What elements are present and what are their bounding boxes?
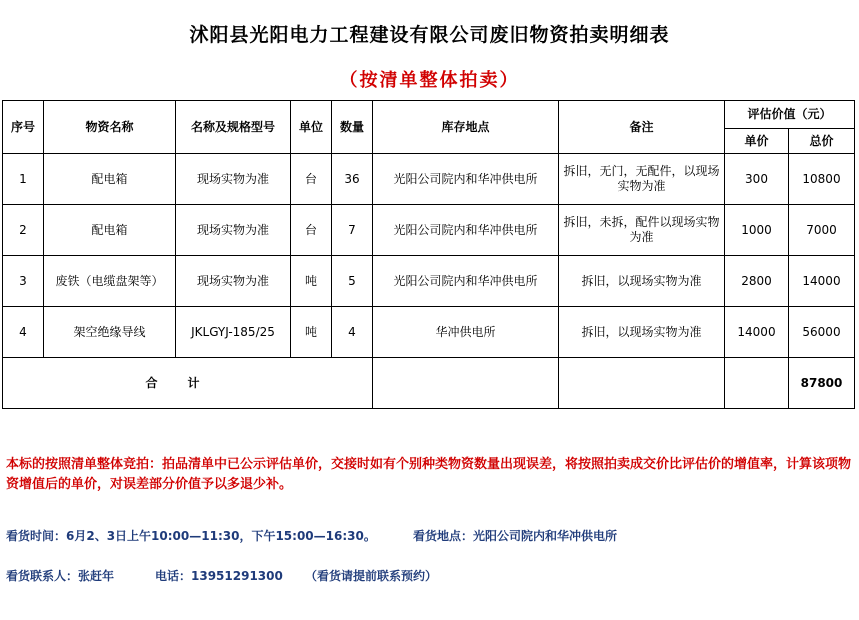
table-row: [3, 256, 855, 307]
col-header-total-price: 总价: [789, 129, 855, 154]
col-header-qty: 数量: [332, 101, 373, 154]
cell-name: 架空绝缘导线: [44, 307, 176, 358]
col-header-seq: 序号: [3, 101, 44, 154]
col-header-valuation: 评估价值（元）: [725, 101, 855, 129]
cell-seq: 2: [3, 205, 44, 256]
cell-total-price: 56000: [789, 307, 855, 358]
page-title: 沭阳县光阳电力工程建设有限公司废旧物资拍卖明细表: [189, 24, 670, 46]
cell-location: 华冲供电所: [373, 307, 559, 358]
cell-empty: [373, 358, 559, 409]
cell-unit-price: 2800: [725, 256, 789, 307]
cell-spec: 现场实物为准: [176, 154, 291, 205]
contact-person: 看货联系人：张赶年: [6, 569, 115, 583]
col-header-unit: 单位: [291, 101, 332, 154]
cell-seq: 1: [3, 154, 44, 205]
cell-location: 光阳公司院内和华冲供电所: [373, 256, 559, 307]
cell-qty: 7: [332, 205, 373, 256]
cell-unit: 台: [291, 154, 332, 205]
cell-name: 配电箱: [44, 205, 176, 256]
cell-remark: 拆旧，无门，无配件，以现场实物为准: [559, 154, 725, 205]
cell-spec: 现场实物为准: [176, 256, 291, 307]
col-header-name: 物资名称: [44, 101, 176, 154]
col-header-spec: 名称及规格型号: [176, 101, 291, 154]
cell-unit: 吨: [291, 256, 332, 307]
page-subtitle: （按清单整体拍卖）: [339, 70, 520, 91]
cell-qty: 4: [332, 307, 373, 358]
viewing-place: 看货地点：光阳公司院内和华冲供电所: [413, 529, 618, 543]
cell-unit-price: 300: [725, 154, 789, 205]
cell-remark: 拆旧，以现场实物为准: [559, 256, 725, 307]
total-label: 合计: [3, 358, 373, 409]
cell-empty: [725, 358, 789, 409]
cell-total-price: 14000: [789, 256, 855, 307]
cell-unit: 台: [291, 205, 332, 256]
cell-seq: 3: [3, 256, 44, 307]
cell-total-price: 10800: [789, 154, 855, 205]
cell-remark: 拆旧，未拆，配件以现场实物为准: [559, 205, 725, 256]
cell-empty: [559, 358, 725, 409]
cell-unit-price: 14000: [725, 307, 789, 358]
cell-qty: 36: [332, 154, 373, 205]
cell-name: 废铁（电缆盘架等）: [44, 256, 176, 307]
viewing-time: 看货时间：6月2、3日上午10:00—11:30，下午15:00—16:30。: [6, 529, 376, 543]
cell-location: 光阳公司院内和华冲供电所: [373, 154, 559, 205]
table-header-row: [3, 101, 855, 129]
cell-remark: 拆旧，以现场实物为准: [559, 307, 725, 358]
cell-qty: 5: [332, 256, 373, 307]
appointment-note: （看货请提前联系预约）: [305, 569, 438, 583]
grand-total: 87800: [789, 358, 855, 409]
cell-unit-price: 1000: [725, 205, 789, 256]
col-header-unit-price: 单价: [725, 129, 789, 154]
table-row: [3, 154, 855, 205]
cell-unit: 吨: [291, 307, 332, 358]
cell-name: 配电箱: [44, 154, 176, 205]
cell-seq: 4: [3, 307, 44, 358]
cell-spec: JKLGYJ-185/25: [176, 307, 291, 358]
cell-total-price: 7000: [789, 205, 855, 256]
table-total-row: [3, 358, 855, 409]
cell-spec: 现场实物为准: [176, 205, 291, 256]
col-header-location: 库存地点: [373, 101, 559, 154]
contact-phone: 电话：13951291300: [155, 569, 283, 583]
auction-notice: 本标的按照清单整体竞拍：拍品清单中已公示评估单价，交接时如有个别种类物资数量出现误差，将按照拍卖成交价比评估价的增值率，计算该项物资增值后的单价，对误差部分价值予以多退少补。: [6, 457, 852, 492]
col-header-remark: 备注: [559, 101, 725, 154]
cell-location: 光阳公司院内和华冲供电所: [373, 205, 559, 256]
auction-table: [2, 100, 855, 409]
table-row: [3, 205, 855, 256]
table-row: [3, 307, 855, 358]
